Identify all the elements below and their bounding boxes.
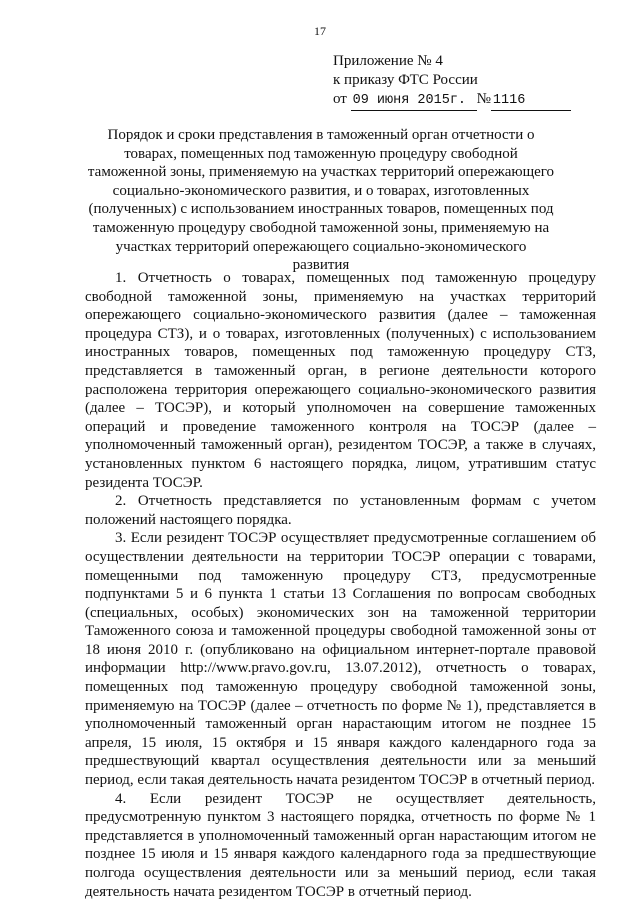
paragraph-3: 3. Если резидент ТОСЭР осуществляет предусмотренные соглашением об осуществлении деятельности на территории ТОСЭР операции с товарами, помещенными под таможенную процедуру СТЗ, предусмотренные подпунктами 5 и 6 пункта 1 статьи 13 Соглашения по вопросам свободных (специальных, особых) экономических зон на таможенной территории Таможенного союза и таможенной процедуры свободной таможенной зоны от 18 июня 2010 г. (опубликовано на официальном интернет-портале правовой информации http://www.pravo.gov.ru, 13.07.2012), отчетность о товарах, помещенных под таможенную процедуру свободной таможенной зоны, применяемую на ТОСЭР (далее – отчетность по форме № 1), представляется в уполномоченный таможенный орган нарастающим итогом не позднее 15 апреля, 15 июля, 15 октября и 15 января каждого календарного года за предшествующий квартал осуществления деятельности или за меньший период, если такая деятельность начата резидентом ТОСЭР в отчетный период. [85, 530, 596, 789]
order-number-sign: № [476, 91, 491, 107]
document-title: Порядок и сроки представления в таможенный орган отчетности о товарах, помещенных под таможенную процедуру свободной таможенной зоны, применяемую на участках территорий опережающего социально-экономического развития, и о товарах, изготовленных (полученных) с использованием иностранных товаров, помещенных под таможенную процедуру свободной таможенной зоны, применяемую на участках территорий опережающего социально-экономического развития [87, 127, 555, 274]
paragraph-2: 2. Отчетность представляется по установленным формам с учетом положений настоящего порядка. [85, 493, 596, 528]
order-number: 1116 [491, 91, 571, 111]
order-date: 09 июня 2015г. [351, 91, 477, 111]
appendix-title: Приложение № 4 [333, 53, 443, 69]
appendix-order-reference: к приказу ФТС России [333, 72, 478, 88]
order-date-prefix: от [333, 91, 351, 107]
appendix-header [333, 52, 571, 111]
paragraph-4: 4. Если резидент ТОСЭР не осуществляет деятельность, предусмотренную пунктом 3 настоящего порядка, отчетность по форме № 1 представляется в уполномоченный таможенный орган нарастающим итогом не позднее 15 июля и 15 января каждого календарного года за предшествующие полгода осуществления деятельности или за меньший период, если такая деятельность начата резидентом ТОСЭР в отчетный период. [85, 790, 596, 900]
appendix-order-date-line [333, 90, 571, 111]
document-body [85, 269, 596, 901]
page-number: 17 [314, 24, 326, 38]
paragraph-1: 1. Отчетность о товарах, помещенных под таможенную процедуру свободной таможенной зоны, применяемую на участках территорий опережающего социально-экономического развития (далее – таможенная процедура СТЗ), и о товарах, изготовленных (полученных) с использованием иностранных товаров, помещенных под таможенную процедуру СТЗ, представляется в таможенный орган, в регионе деятельности которого расположена территория опережающего социально-экономического развития (далее – ТОСЭР), и который уполномочен на совершение таможенных операций и проведение таможенного контроля на ТОСЭР (далее – уполномоченный таможенный орган), резидентом ТОСЭР, а также в случаях, установленных пунктом 6 настоящего порядка, лицом, утратившим статус резидента ТОСЭР. [85, 270, 596, 491]
